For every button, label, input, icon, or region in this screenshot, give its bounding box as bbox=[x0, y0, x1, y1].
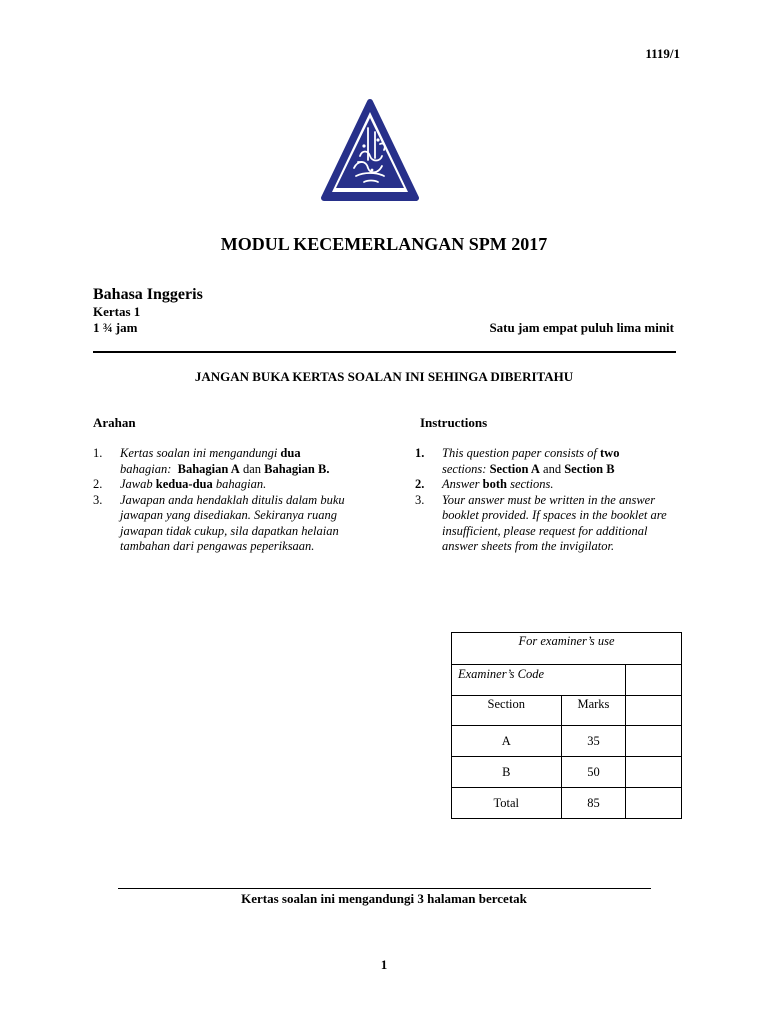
arahan-item bbox=[93, 446, 355, 477]
section-cell: B bbox=[452, 757, 562, 788]
item-text: sections. bbox=[506, 477, 554, 491]
section-cell: Total bbox=[452, 788, 562, 819]
instructions-heading: Instructions bbox=[420, 415, 488, 430]
item-bold: Section A bbox=[489, 461, 540, 476]
item-text: bahagian. bbox=[212, 477, 267, 491]
score-field[interactable] bbox=[626, 757, 682, 788]
section-header: Section bbox=[452, 696, 562, 726]
arahan-item bbox=[93, 477, 355, 493]
marks-cell: 85 bbox=[561, 788, 626, 819]
item-number: 3. bbox=[415, 492, 425, 507]
item-number: 2. bbox=[93, 477, 103, 491]
item-bold: two bbox=[600, 446, 620, 460]
item-text: Kertas soalan ini mengandungi bbox=[120, 446, 281, 460]
examiner-code-label: Examiner’s Code bbox=[452, 665, 626, 696]
score-header bbox=[626, 696, 682, 726]
examiner-box-title: For examiner’s use bbox=[452, 633, 682, 665]
arahan-list bbox=[93, 446, 355, 555]
item-number: 1. bbox=[415, 446, 425, 460]
item-bold: Bahagian B. bbox=[264, 461, 330, 476]
item-bold: Section B bbox=[564, 461, 615, 476]
item-bold: dua bbox=[280, 446, 301, 460]
instructions-list bbox=[415, 446, 670, 555]
instruction-item bbox=[415, 477, 670, 493]
examiner-use-table bbox=[451, 632, 682, 819]
item-number: 2. bbox=[415, 477, 425, 491]
instruction-item bbox=[415, 493, 670, 555]
paper-number: Kertas 1 bbox=[93, 304, 141, 319]
instruction-item bbox=[415, 446, 670, 477]
duration-short: 1 ¾ jam bbox=[93, 320, 138, 335]
item-text: Answer bbox=[442, 477, 483, 491]
crest-logo bbox=[320, 98, 420, 204]
document-title: MODUL KECEMERLANGAN SPM 2017 bbox=[220, 234, 548, 254]
item-text: This question paper consists of bbox=[442, 446, 600, 460]
warning-notice: JANGAN BUKA KERTAS SOALAN INI SEHINGA DIBERITAHU bbox=[194, 369, 574, 384]
item-text: sections: bbox=[442, 461, 487, 476]
item-bold: both bbox=[482, 477, 507, 491]
item-text: Jawab bbox=[120, 477, 156, 491]
item-text: Jawapan anda hendaklah ditulis dalam buku jawapan yang disediakan. Sekiranya ruang jawapan tidak cukup, sila dapatkan helaian tambahan dari pengawas peperiksaan. bbox=[120, 492, 345, 553]
arahan-heading: Arahan bbox=[93, 415, 136, 430]
header-divider bbox=[93, 351, 676, 353]
table-row bbox=[452, 757, 682, 788]
item-number: 3. bbox=[93, 492, 103, 507]
item-text: Your answer must be written in the answer booklet provided. If spaces in the booklet are insufficient, please request for additional answer sheets from the invigilator. bbox=[442, 492, 667, 553]
item-bold: Bahagian A bbox=[177, 461, 240, 476]
item-bold: kedua-dua bbox=[155, 477, 213, 491]
marks-cell: 50 bbox=[561, 757, 626, 788]
table-row bbox=[452, 726, 682, 757]
subject-name: Bahasa Inggeris bbox=[93, 286, 203, 303]
table-row bbox=[452, 788, 682, 819]
score-field[interactable] bbox=[626, 788, 682, 819]
item-number: 1. bbox=[93, 446, 103, 460]
item-text: dan bbox=[239, 461, 265, 476]
section-cell: A bbox=[452, 726, 562, 757]
footer-note: Kertas soalan ini mengandungi 3 halaman bercetak bbox=[241, 891, 527, 906]
page-number: 1 bbox=[380, 957, 388, 972]
marks-cell: 35 bbox=[561, 726, 626, 757]
item-text: and bbox=[539, 461, 565, 476]
paper-code: 1119/1 bbox=[645, 46, 680, 61]
item-text: bahagian: bbox=[120, 461, 172, 476]
arahan-item bbox=[93, 493, 355, 555]
marks-header: Marks bbox=[561, 696, 626, 726]
footer-divider bbox=[118, 888, 651, 889]
duration-words: Satu jam empat puluh lima minit bbox=[489, 320, 674, 335]
score-field[interactable] bbox=[626, 726, 682, 757]
examiner-code-field[interactable] bbox=[626, 665, 682, 696]
